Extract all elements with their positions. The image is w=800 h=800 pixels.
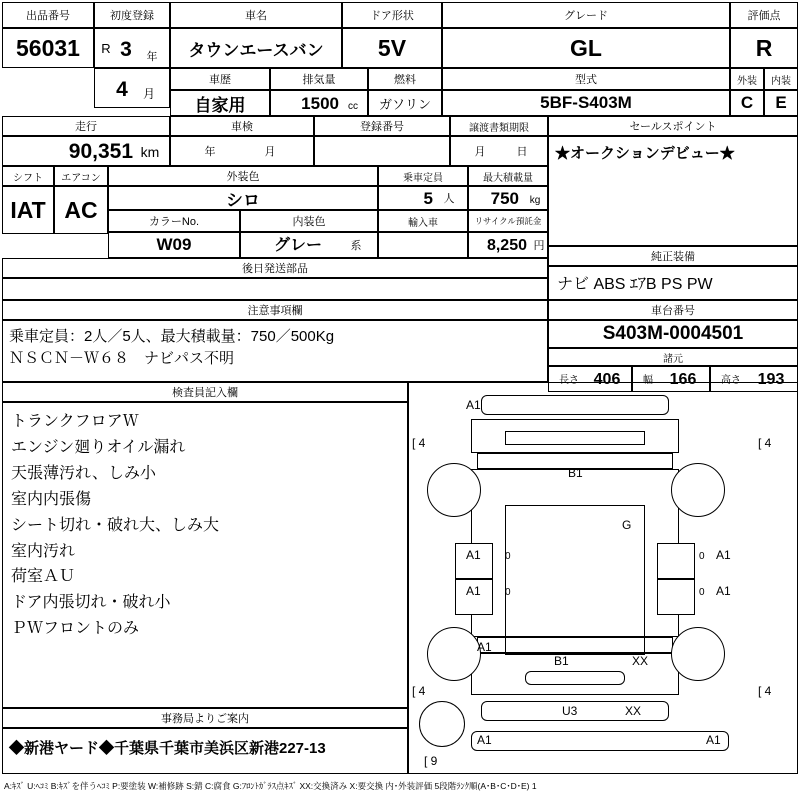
max-load-header: 最大積載量 xyxy=(468,166,548,186)
fuel-value: ガソリン xyxy=(368,90,442,116)
later-parts-value xyxy=(2,278,548,300)
office-text: ◆新港ヤード◆千葉県千葉市美浜区新港227-13 xyxy=(9,740,326,757)
inspection-header: 検査員記入欄 xyxy=(2,382,408,402)
diagram-mark: A1 xyxy=(477,640,492,654)
fuel-header: 燃料 xyxy=(368,68,442,90)
exterior-grade-value: C xyxy=(730,90,764,116)
transfer-doc-value: 月 日 xyxy=(450,136,548,166)
capacity-value: 5 人 xyxy=(378,186,468,210)
transfer-doc-header: 譲渡書類期限 xyxy=(450,116,548,136)
shift-header: シフト xyxy=(2,166,54,186)
interior-color-header: 内装色 xyxy=(240,210,378,232)
diagram-mark: [ 4 xyxy=(412,436,426,450)
damage-diagram xyxy=(408,382,798,774)
wheel-rear-right xyxy=(671,627,725,681)
capacity-header: 乗車定員 xyxy=(378,166,468,186)
rear-seat-bar xyxy=(525,671,625,685)
color-no-header: カラーNo. xyxy=(108,210,240,232)
interior-grade-header: 内装 xyxy=(764,68,798,90)
right-rear-door xyxy=(657,579,695,615)
height-cell: 高さ 193 xyxy=(710,366,798,392)
office-body xyxy=(2,728,408,774)
diagram-mark: 0 xyxy=(699,587,705,598)
equipment-header: 純正装備 xyxy=(548,246,798,266)
diagram-mark: A1 xyxy=(477,733,492,747)
recycle-value: 8,250 円 xyxy=(468,232,548,258)
shift-value: IAT xyxy=(2,186,54,234)
equipment-body xyxy=(548,266,798,300)
spare-wheel xyxy=(419,701,465,747)
notes-body xyxy=(2,320,548,382)
wheel-front-right xyxy=(671,463,725,517)
chassis-value: S403M-0004501 xyxy=(548,320,798,348)
history-header: 車歴 xyxy=(170,68,270,90)
max-load-value: 750 kg xyxy=(468,186,548,210)
inspection-line: エンジン廻りオイル漏れ xyxy=(11,438,186,456)
displacement-header: 排気量 xyxy=(270,68,368,90)
aircon-header: エアコン xyxy=(54,166,108,186)
diagram-mark: G xyxy=(622,518,632,532)
displacement-value: 1500 cc xyxy=(270,90,368,116)
import-header: 輸入車 xyxy=(378,210,468,232)
inspection-line: ドア内張切れ・破れ小 xyxy=(11,594,171,612)
diagram-mark: [ 4 xyxy=(412,684,426,698)
exhibit-no-header: 出品番号 xyxy=(2,2,94,28)
wheel-front-left xyxy=(427,463,481,517)
car-name-header: 車名 xyxy=(170,2,342,28)
diagram-mark: A1 xyxy=(466,398,481,412)
later-parts-header: 後日発送部品 xyxy=(2,258,548,278)
diagram-mark: XX xyxy=(625,704,642,718)
rating-header: 評価点 xyxy=(730,2,798,28)
right-front-door xyxy=(657,543,695,579)
legend-text: A:ｷｽﾞ U:ﾍｺﾐ B:ｷｽﾞを伴うﾍｺﾐ P:要塗装 W:補修跡 S:錆 C:腐食 G:ﾌﾛﾝﾄｶﾞﾗｽ点ｷｽﾞ XX:交換済み X:要交換 内･外装評価 5段階ﾗﾝｸ順(A･B･C･D･E) 1 xyxy=(4,781,537,791)
first-reg-month-value: 4 月 xyxy=(94,68,170,108)
car-name-value: タウンエースバン xyxy=(170,28,342,68)
inspection-expiry-value: 年 月 xyxy=(170,136,314,166)
diagram-mark: A1 xyxy=(716,584,731,598)
first-reg-value: R 3 年 xyxy=(94,28,170,68)
grade-value: GL xyxy=(442,28,730,68)
sales-point-header: セールスポイント xyxy=(548,116,798,136)
inspection-line: 天張薄汚れ、しみ小 xyxy=(11,464,156,482)
aircon-value: AC xyxy=(54,186,108,234)
diagram-mark: [ 9 xyxy=(424,754,438,768)
inspection-line: ＰＷフロントのみ xyxy=(11,620,140,638)
diagram-mark: 0 xyxy=(505,551,511,562)
dimensions-header: 諸元 xyxy=(548,348,798,366)
diagram-mark: U3 xyxy=(562,704,578,718)
diagram-mark: [ 4 xyxy=(758,436,772,450)
exterior-grade-header: 外装 xyxy=(730,68,764,90)
office-header: 事務局よりご案内 xyxy=(2,708,408,728)
wheel-rear-left xyxy=(427,627,481,681)
model-code-value: 5BF-S403M xyxy=(442,90,730,116)
rating-value: R xyxy=(730,28,798,68)
diagram-mark: A1 xyxy=(466,548,481,562)
diagram-mark: B1 xyxy=(568,466,583,480)
mileage-value: 90,351 km xyxy=(2,136,170,166)
sales-point-text: ★オークションデビュー★ xyxy=(555,145,735,162)
notes-header: 注意事項欄 xyxy=(2,300,548,320)
inspection-body xyxy=(2,402,408,708)
door-header: ドア形状 xyxy=(342,2,442,28)
history-value: 自家用 xyxy=(170,90,270,116)
reg-no-value xyxy=(314,136,450,166)
notes-line-1: 乗車定員：2人／5人、最大積載量：750／500Kg xyxy=(9,328,335,345)
inspection-line: シート切れ・破れ大、しみ大 xyxy=(11,516,220,534)
diagram-mark: A1 xyxy=(706,733,721,747)
inspection-line: 室内汚れ xyxy=(11,542,76,560)
inspection-line: 荷室ＡＵ xyxy=(11,568,76,586)
exterior-color-header: 外装色 xyxy=(108,166,378,186)
length-cell: 長さ 406 xyxy=(548,366,632,392)
diagram-mark: 0 xyxy=(699,551,705,562)
diagram-mark: A1 xyxy=(716,548,731,562)
interior-grade-value: E xyxy=(764,90,798,116)
interior-color-value: グレー 系 xyxy=(240,232,378,258)
color-no-value: W09 xyxy=(108,232,240,258)
door-value: 5V xyxy=(342,28,442,68)
diagram-mark: A1 xyxy=(466,584,481,598)
reg-no-header: 登録番号 xyxy=(314,116,450,136)
mileage-header: 走行 xyxy=(2,116,170,136)
sales-point-body xyxy=(548,136,798,246)
inspection-expiry-header: 車検 xyxy=(170,116,314,136)
chassis-header: 車台番号 xyxy=(548,300,798,320)
diagram-mark: XX xyxy=(632,654,649,668)
inspection-line: トランクフロアＷ xyxy=(11,413,139,430)
exterior-color-value: シロ xyxy=(108,186,378,210)
diagram-mark: B1 xyxy=(554,654,569,668)
width-cell: 幅 166 xyxy=(632,366,710,392)
grade-header: グレード xyxy=(442,2,730,28)
diagram-mark: 0 xyxy=(505,587,511,598)
bottom-sill xyxy=(471,731,729,751)
import-value xyxy=(378,232,468,258)
dash-bar xyxy=(505,431,645,445)
inspection-line: 室内内張傷 xyxy=(11,490,92,508)
recycle-header: リサイクル預託金 xyxy=(468,210,548,232)
notes-line-2: ＮＳＣＮ－Ｗ６８ ナビパス不明 xyxy=(9,349,235,367)
front-bumper xyxy=(481,395,669,415)
diagram-mark: [ 4 xyxy=(758,684,772,698)
exhibit-no-value: 56031 xyxy=(2,28,94,68)
equipment-items: ナビ ABS ｴｱB PS PW xyxy=(557,276,713,293)
model-code-header: 型式 xyxy=(442,68,730,90)
first-reg-header: 初度登録 xyxy=(94,2,170,28)
